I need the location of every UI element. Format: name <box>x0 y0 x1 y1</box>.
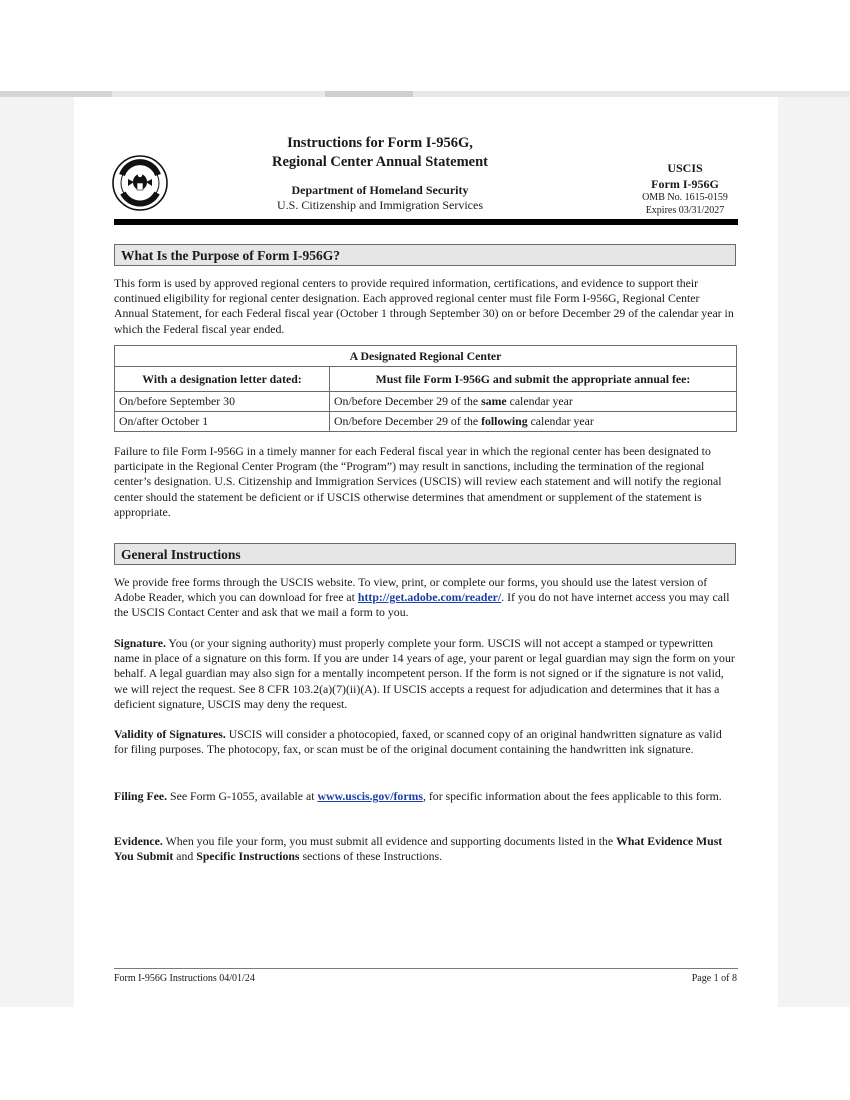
right-gutter <box>778 97 850 1007</box>
agency-name: U.S. Citizenship and Immigration Services <box>277 198 483 212</box>
table-cell-when: On/after October 1 <box>115 412 330 432</box>
section-heading-purpose: What Is the Purpose of Form I-956G? <box>114 244 736 266</box>
validity-paragraph: Validity of Signatures. USCIS will consider a photocopied, faxed, or scanned copy of an original handwritten signature as valid for filing purposes. The photocopy, fax, or scan must be of the original document containing the handwritten ink signature. <box>114 727 722 757</box>
agency-short: USCIS <box>667 161 703 175</box>
table-row <box>115 412 737 432</box>
form-number: Form I-956G <box>651 177 719 191</box>
adobe-reader-link[interactable]: http://get.adobe.com/reader/ <box>357 590 502 605</box>
form-title-line2: Regional Center Annual Statement <box>271 154 489 170</box>
failure-paragraph: Failure to file Form I-956G in a timely manner for each Federal fiscal year in which the regional center has been designated to participate in the Regional Center Program (the “Program”) may result in sanctions, including the termination of the regional center’s designation. U.S. Citizenship and Immigration Services (USCIS) will review each statement and will notify the regional center should the statement be deficient or if USCIS otherwise determines that amendment or supplement of the statement is appropriate. <box>114 444 722 519</box>
section-heading-general: General Instructions <box>114 543 736 565</box>
validity-label: Validity of Signatures. <box>114 727 226 741</box>
table-cell-deadline: On/before December 29 of the same calendar year <box>330 392 737 412</box>
omb-number: OMB No. 1615-0159 <box>642 192 728 203</box>
signature-label: Signature. <box>114 636 166 650</box>
table-header-filing: Must file Form I-956G and submit the appropriate annual fee: <box>330 367 737 392</box>
signature-paragraph: Signature. You (or your signing authority) must properly complete your form. USCIS will not accept a stamped or typewritten name in place of a signature on this form. If you are under 14 years of age, your parent or legal guardian may sign the form on your behalf. A legal guardian may also sign for a mentally incompetent person. If the form is not signed or if the signature is not valid, we will reject the request. See 8 CFR 103.2(a)(7)(ii)(A). If USCIS accepts a request for adjudication and determines that it has a deficient signature, USCIS may deny the request. <box>114 636 735 711</box>
dhs-seal-icon <box>112 155 168 211</box>
filing-deadline-table <box>114 345 737 432</box>
form-title-line1: Instructions for Form I-956G, <box>287 135 473 151</box>
filing-fee-label: Filing Fee. <box>114 789 168 803</box>
table-cell-deadline: On/before December 29 of the following calendar year <box>330 412 737 432</box>
left-gutter <box>0 97 74 1007</box>
expiration-date: Expires 03/31/2027 <box>645 205 725 216</box>
footer-form-edition: Form I-956G Instructions 04/01/24 <box>114 973 255 984</box>
purpose-paragraph: This form is used by approved regional centers to provide required information, certifications, and evidence to support their continued eligibility for regional center designation. Each approved regional center must file Form I-956G, Regional Center Annual Statement, for each Federal fiscal year (October 1 through September 30) on or before December 29 of the calendar year in which the Federal fiscal year ended. <box>114 276 734 336</box>
forms-paragraph: We provide free forms through the USCIS website. To view, print, or complete our forms, you should use the latest version of Adobe Reader, which you can download for free at http://get.adobe.com/reader/. If you do not have internet access you may call the USCIS Contact Center and ask that we mail a form to you. <box>114 575 730 620</box>
table-cell-when: On/before September 30 <box>115 392 330 412</box>
department-name: Department of Homeland Security <box>291 183 469 197</box>
evidence-label: Evidence. <box>114 834 163 848</box>
evidence-paragraph: Evidence. When you file your form, you must submit all evidence and supporting documents listed in the What Evidence Must You Submit and Specific Instructions sections of these Instructions. <box>114 834 723 864</box>
footer-rule <box>114 968 738 969</box>
filing-fee-paragraph: Filing Fee. See Form G-1055, available at www.uscis.gov/forms, for specific information about the fees applicable to this form. <box>114 789 722 803</box>
footer-page-number: Page 1 of 8 <box>691 973 737 984</box>
table-header-designation: With a designation letter dated: <box>115 367 330 392</box>
table-caption: A Designated Regional Center <box>115 346 737 367</box>
table-row <box>115 392 737 412</box>
uscis-forms-link[interactable]: www.uscis.gov/forms <box>317 789 423 803</box>
header-rule <box>114 219 738 225</box>
